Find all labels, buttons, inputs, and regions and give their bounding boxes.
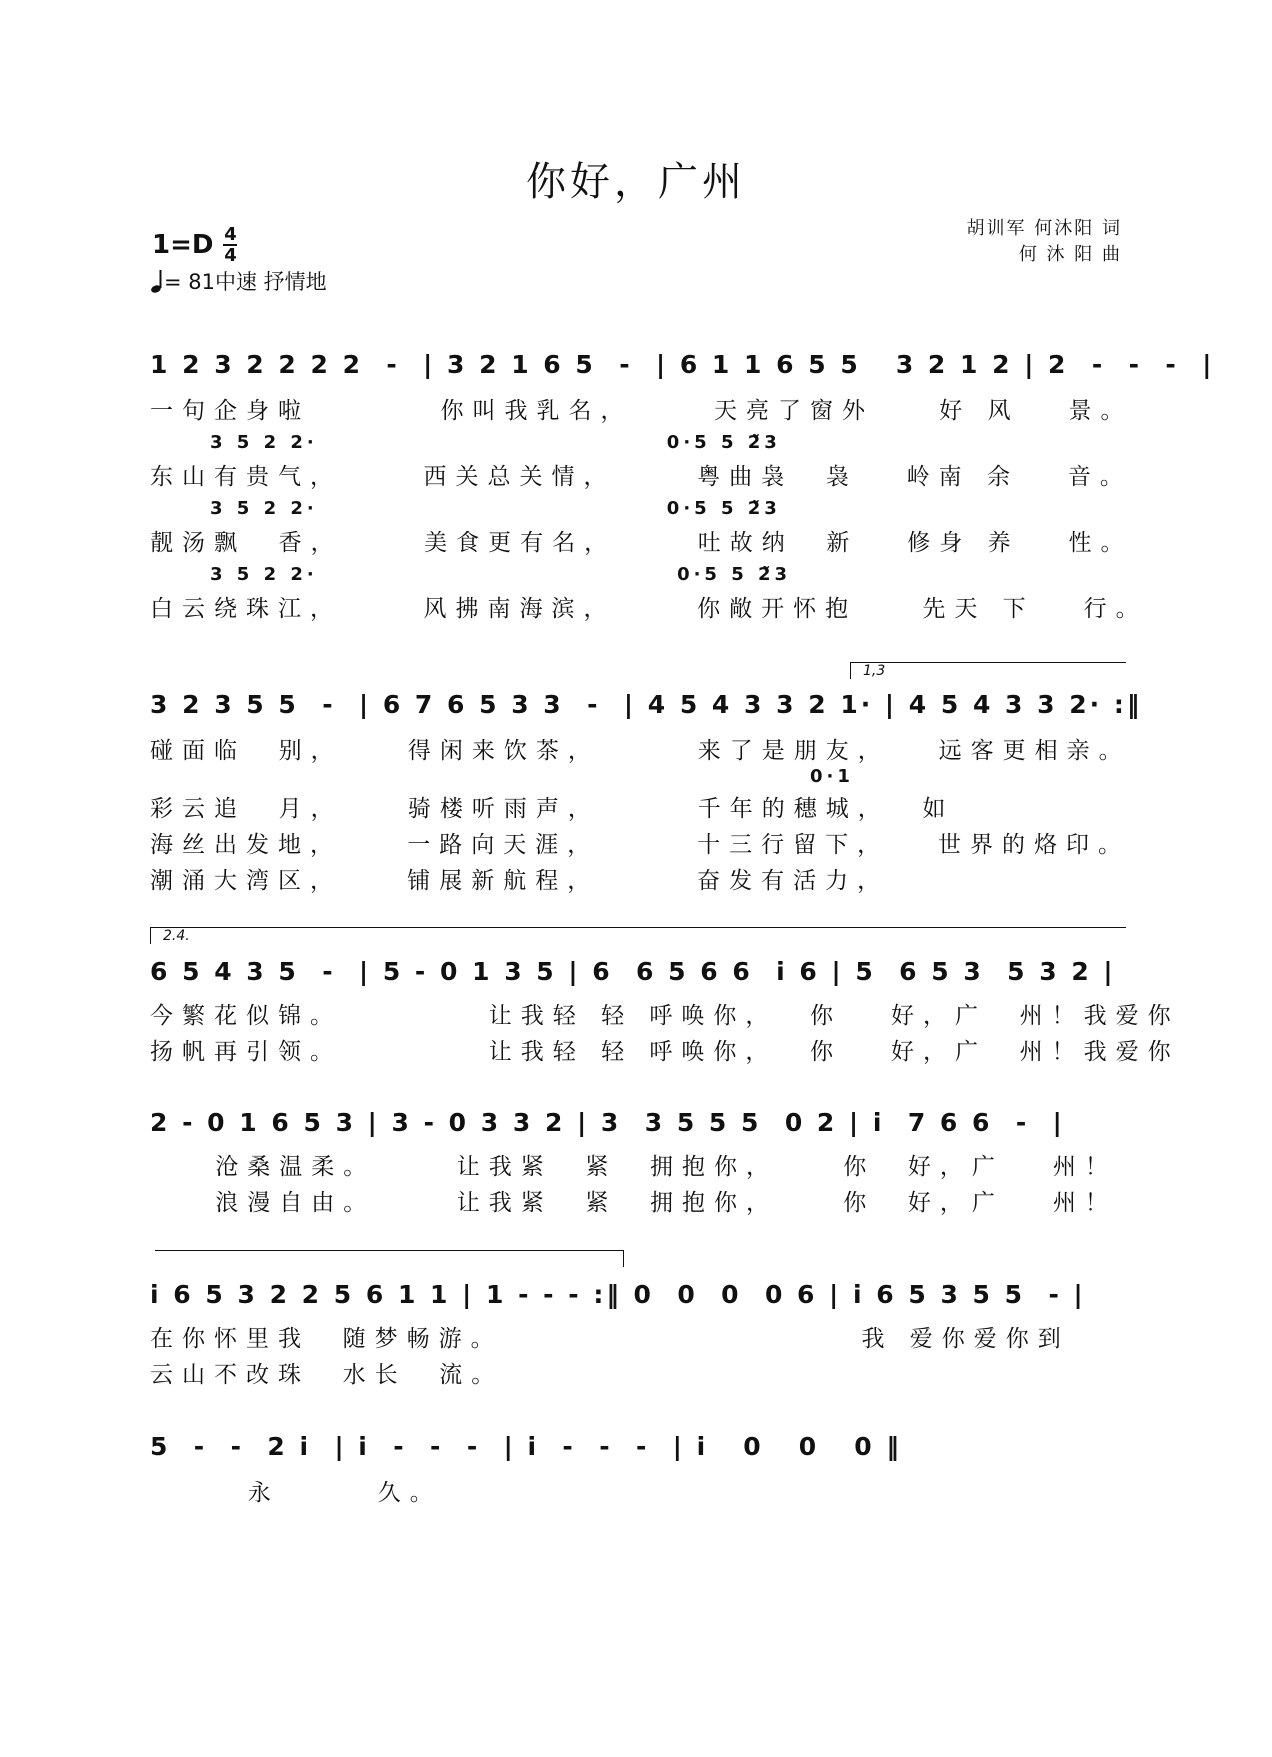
volta-bracket (850, 662, 1126, 679)
variant-notes: 3 5 2 2· 0·5 5 2̃3 (210, 432, 781, 453)
lyric-line: 东山有贵气， 西关总关情， 粤曲袅 袅 岭南 余 音。 (150, 464, 1132, 490)
key-label: 1=D (152, 230, 214, 260)
notes-line: 3 2 3 5 5 - | 6 7 6 5 3 3 - | 4 5 4 3 3 2 1· | 4 5 4 3 3 2· :‖ (150, 690, 1143, 719)
volta-bracket (150, 927, 1126, 944)
tempo-marking (150, 266, 327, 296)
repeat-bracket (155, 1250, 624, 1267)
time-signature (223, 226, 237, 264)
lyric-line: 今繁花似锦。 让我轻 轻 呼唤你， 你 好，广 州！我爱你 (150, 1003, 1180, 1029)
volta-label: 1,3 (863, 663, 886, 679)
tempo-text: = 81中速 抒情地 (164, 270, 327, 294)
volta-label: 2.4. (163, 928, 190, 944)
credits (967, 216, 1122, 268)
lyric-line: 海丝出发地， 一路向天涯， 十三行留下， 世界的烙印。 (150, 832, 1131, 858)
time-bottom: 4 (224, 245, 237, 266)
composer: 何 沐 阳 曲 (1018, 244, 1122, 265)
variant-notes: 3 5 2 2· 0·5 5 2̃3 (210, 498, 781, 519)
notes-line: 2 - 0 1 6 5 3 | 3 - 0 3 3 2 | 3 3 5 5 5 0 2 | i 7 6 6 - | (150, 1108, 1065, 1137)
key-signature (152, 226, 237, 264)
notes-line: i 6 5 3 2 2 5 6 1 1 | 1 - - - :‖ 0 0 0 0 6 | i 6 5 3 5 5 - | (150, 1280, 1086, 1309)
lyric-line: 一句企身啦 你叫我乳名， 天亮了窗外 好 风 景。 (150, 398, 1133, 424)
variant-notes: 0·1 (810, 766, 854, 787)
notes-line: 1 2 3 2 2 2 2 - | 3 2 1 6 5 - | 6 1 1 6 5 5 3 2 1 2 | 2 - - - | (150, 350, 1215, 379)
lyric-line: 彩云追 月， 骑楼听雨声， 千年的穗城， 如 (150, 796, 955, 822)
lyric-line: 潮涌大湾区， 铺展新航程， 奋发有活力， (150, 868, 890, 894)
lyric-line: 碰面临 别， 得闲来饮茶， 来了是朋友， 远客更相亲。 (150, 738, 1131, 764)
lyric-line: 在你怀里我 随梦畅游。 我 爱你爱你到 (150, 1326, 1070, 1352)
lyric-line: 靓汤飘 香， 美食更有名， 吐故纳 新 修身 养 性。 (150, 530, 1133, 556)
lyric-line: 云山不改珠 水长 流。 (150, 1362, 504, 1388)
lyric-line: 沧桑温柔。 让我紧 紧 拥抱你， 你 好，广 州！ (150, 1154, 1117, 1180)
lyric-line: 浪漫自由。 让我紧 紧 拥抱你， 你 好，广 州！ (150, 1190, 1117, 1216)
lyric-line: 扬帆再引领。 让我轻 轻 呼唤你， 你 好，广 州！我爱你 (150, 1039, 1180, 1065)
notes-line: 5 - - 2 i | i - - - | i - - - | i 0 0 0 ‖ (150, 1432, 902, 1461)
lyricist: 胡训军 何沐阳 词 (966, 218, 1122, 239)
lyric-line: 永 久。 (150, 1480, 442, 1506)
lyric-line: 白云绕珠江， 风拂南海滨， 你敞开怀抱 先天 下 行。 (150, 596, 1148, 622)
variant-notes: 3 5 2 2· 0·5 5 2̃3 (210, 564, 792, 585)
notes-line: 6 5 4 3 5 - | 5 - 0 1 3 5 | 6 6 5 6 6 i 6 | 5 6 5 3 5 3 2 | (150, 957, 1116, 986)
quarter-note-icon (150, 268, 164, 294)
song-title: 你好，广州 (526, 159, 746, 205)
time-top: 4 (224, 224, 237, 245)
